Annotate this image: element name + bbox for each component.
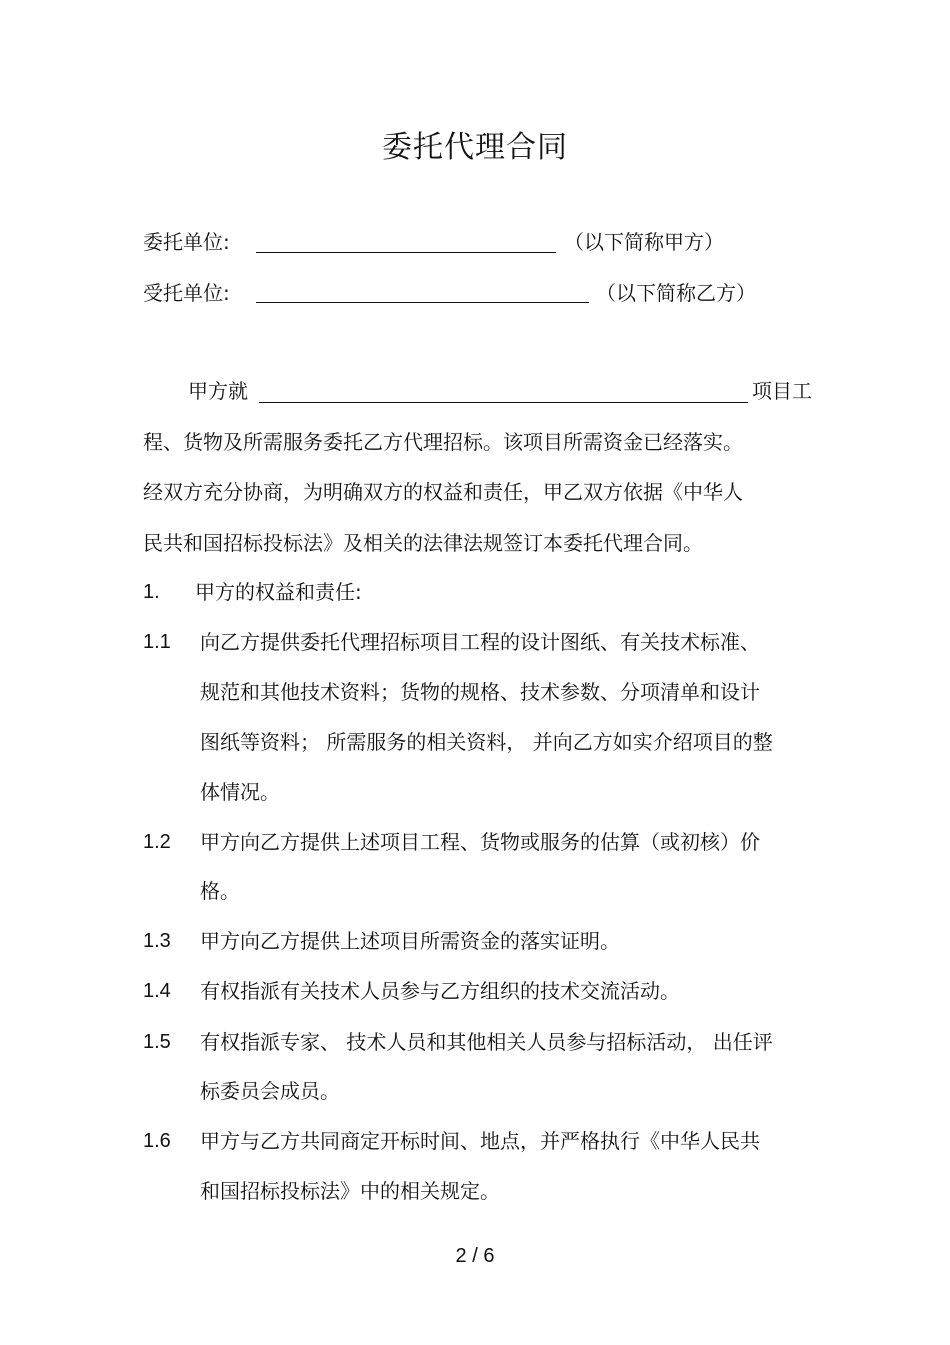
clause-line: 甲方向乙方提供上述项目工程、货物或服务的估算（或初核）价 bbox=[200, 830, 760, 854]
clause-line: 甲方向乙方提供上述项目所需资金的落实证明。 bbox=[200, 929, 620, 953]
clause-line: 有权指派专家、 技术人员和其他相关人员参与招标活动， 出任评 bbox=[200, 1030, 773, 1054]
clause-line: 体情况。 bbox=[200, 780, 280, 804]
page-number: 2 / 6 bbox=[455, 1245, 495, 1267]
document-title: 委托代理合同 bbox=[382, 130, 568, 165]
intro-line-3: 经双方充分协商，为明确双方的权益和责任，甲乙双方依据《中华人 bbox=[143, 480, 743, 504]
clause-number: 1.5 bbox=[143, 1031, 171, 1053]
clause-line: 和国招标投标法》中的相关规定。 bbox=[200, 1179, 500, 1203]
clause-number: 1.6 bbox=[143, 1130, 171, 1152]
section-heading: 甲方的权益和责任: bbox=[195, 580, 362, 604]
clause-number: 1.1 bbox=[143, 631, 171, 653]
clause-line: 标委员会成员。 bbox=[200, 1079, 340, 1103]
intro-line-2: 程、货物及所需服务委托乙方代理招标。该项目所需资金已经落实。 bbox=[143, 430, 743, 454]
clause-number: 1.4 bbox=[143, 980, 171, 1002]
section-number: 1. bbox=[143, 581, 160, 603]
entrusting-party-note: （以下简称甲方） bbox=[564, 230, 724, 254]
clause-number: 1.3 bbox=[143, 930, 171, 952]
clause-line: 向乙方提供委托代理招标项目工程的设计图纸、有关技术标准、 bbox=[200, 630, 760, 654]
intro-tail: 项目工 bbox=[752, 379, 812, 403]
entrusting-party-blank[interactable] bbox=[256, 252, 556, 253]
project-name-blank[interactable] bbox=[259, 402, 748, 403]
clause-line: 格。 bbox=[200, 879, 240, 903]
clause-number: 1.2 bbox=[143, 831, 171, 853]
intro-lead: 甲方就 bbox=[188, 379, 248, 403]
clause-line: 有权指派有关技术人员参与乙方组织的技术交流活动。 bbox=[200, 979, 680, 1003]
entrusting-party-label: 委托单位: bbox=[143, 230, 230, 254]
intro-line-4: 民共和国招标投标法》及相关的法律法规签订本委托代理合同。 bbox=[143, 531, 703, 555]
entrusted-party-note: （以下简称乙方） bbox=[596, 281, 756, 305]
entrusted-party-blank[interactable] bbox=[256, 302, 589, 303]
clause-line: 图纸等资料； 所需服务的相关资料， 并向乙方如实介绍项目的整 bbox=[200, 730, 773, 754]
clause-line: 甲方与乙方共同商定开标时间、地点，并严格执行《中华人民共 bbox=[200, 1129, 760, 1153]
entrusted-party-label: 受托单位: bbox=[143, 281, 230, 305]
clause-line: 规范和其他技术资料；货物的规格、技术参数、分项清单和设计 bbox=[200, 680, 760, 704]
